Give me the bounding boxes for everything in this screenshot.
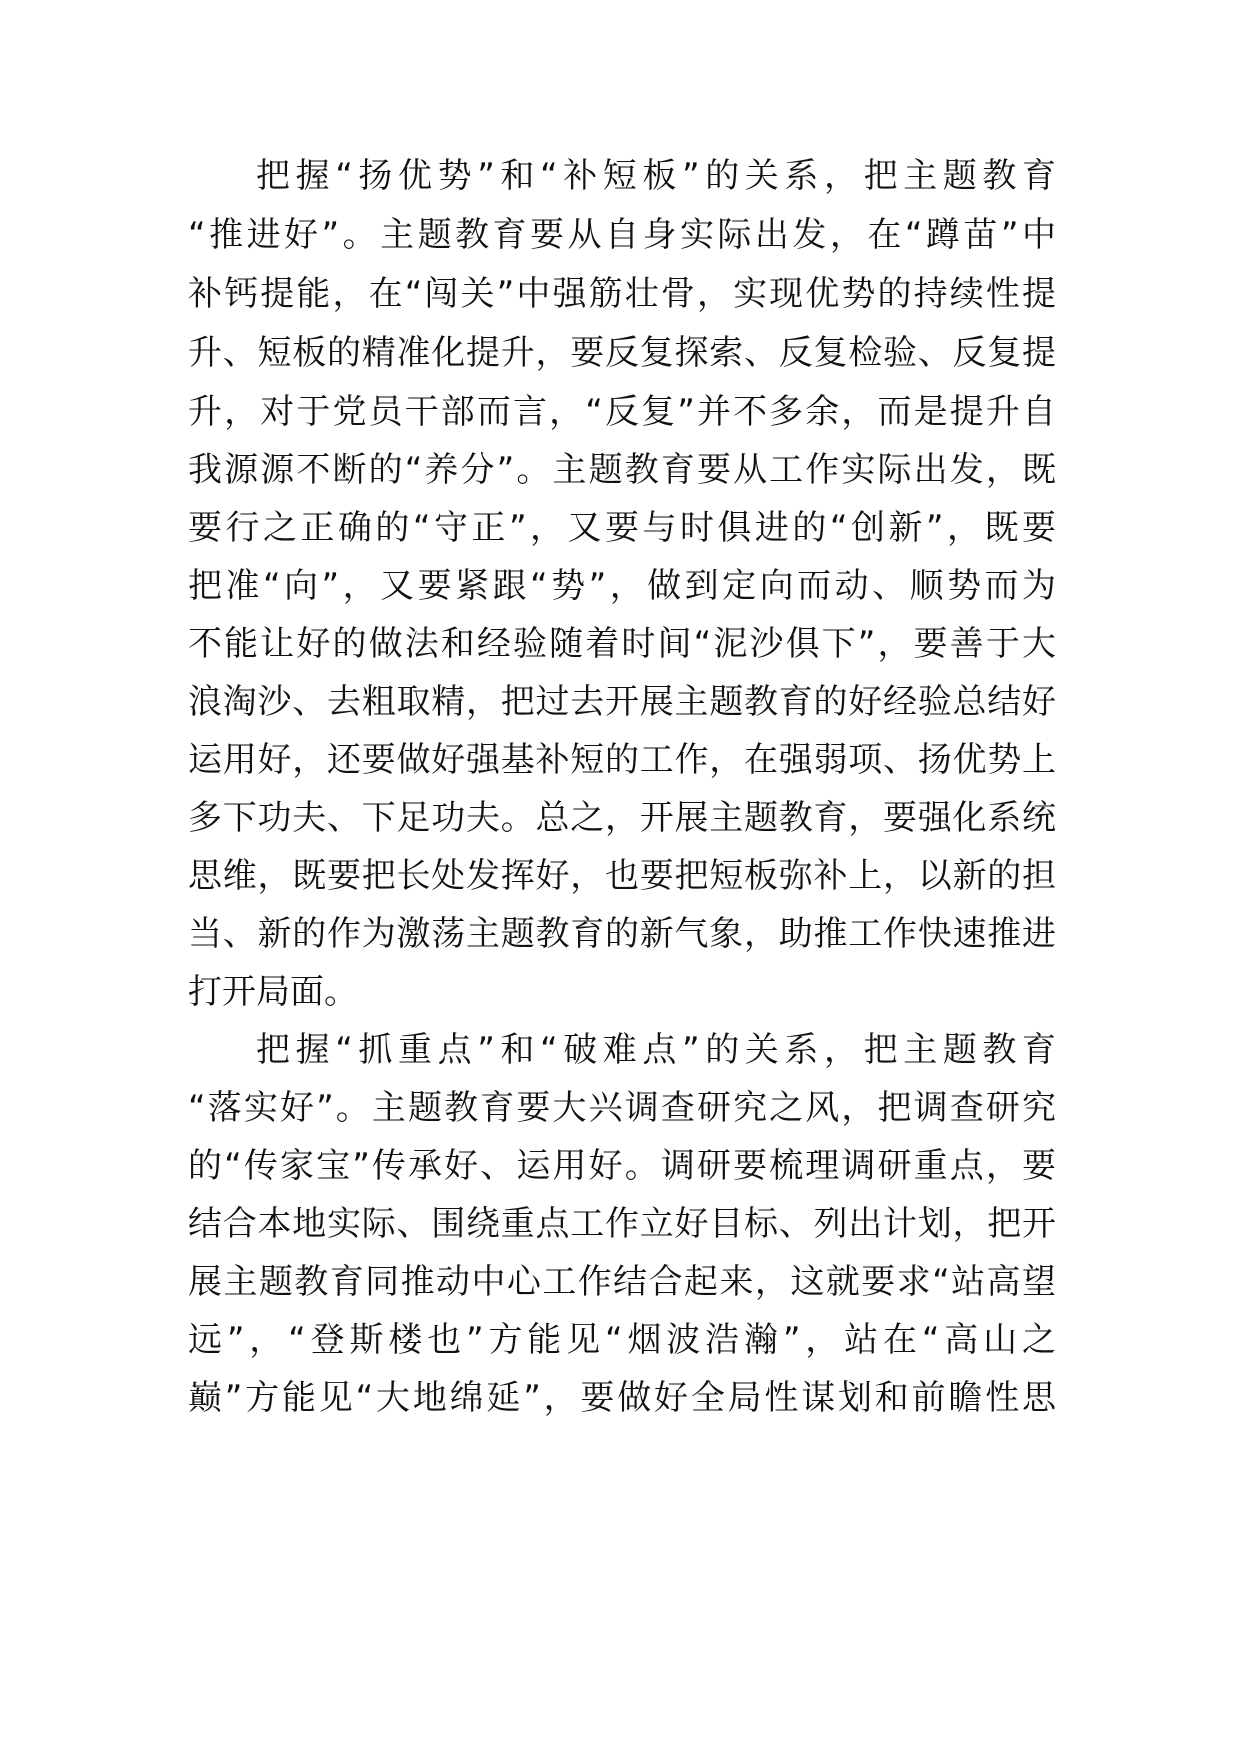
text-line: 把准“向”，又要紧跟“势”，做到定向而动、顺势而为 <box>188 566 1056 606</box>
text-line: 要行之正确的“守正”，又要与时俱进的“创新”，既要 <box>188 508 1056 548</box>
text-line: 把握“抓重点”和“破难点”的关系，把主题教育 <box>256 1030 1056 1070</box>
text-line: 多下功夫、下足功夫。总之，开展主题教育，要强化系统 <box>188 798 1056 838</box>
text-line: 浪淘沙、去粗取精，把过去开展主题教育的好经验总结好 <box>188 682 1056 722</box>
text-line: 升，对于党员干部而言，“反复”并不多余，而是提升自 <box>188 392 1056 432</box>
text-line: 巅”方能见“大地绵延”，要做好全局性谋划和前瞻性思 <box>188 1378 1056 1418</box>
text-line: 升、短板的精准化提升，要反复探索、反复检验、反复提 <box>188 333 1056 373</box>
text-line: 结合本地实际、围绕重点工作立好目标、列出计划，把开 <box>188 1204 1056 1244</box>
text-line: 补钙提能，在“闯关”中强筋壮骨，实现优势的持续性提 <box>188 274 1056 314</box>
text-line: 当、新的作为激荡主题教育的新气象，助推工作快速推进 <box>188 914 1056 954</box>
text-line: 思维，既要把长处发挥好，也要把短板弥补上，以新的担 <box>188 856 1056 896</box>
text-line: 的“传家宝”传承好、运用好。调研要梳理调研重点，要 <box>188 1146 1056 1186</box>
text-line: 展主题教育同推动中心工作结合起来，这就要求“站高望 <box>188 1262 1056 1302</box>
text-line: 我源源不断的“养分”。主题教育要从工作实际出发，既 <box>188 450 1056 490</box>
text-line: 把握“扬优势”和“补短板”的关系，把主题教育 <box>256 156 1056 196</box>
text-line: 远”，“登斯楼也”方能见“烟波浩瀚”，站在“高山之 <box>188 1320 1056 1360</box>
text-line: “落实好”。主题教育要大兴调查研究之风，把调查研究 <box>188 1088 1056 1128</box>
text-line: 不能让好的做法和经验随着时间“泥沙俱下”，要善于大 <box>188 624 1056 664</box>
text-line: “推进好”。主题教育要从自身实际出发，在“蹲苗”中 <box>188 215 1056 255</box>
text-line: 运用好，还要做好强基补短的工作，在强弱项、扬优势上 <box>188 740 1056 780</box>
text-line: 打开局面。 <box>188 972 358 1012</box>
